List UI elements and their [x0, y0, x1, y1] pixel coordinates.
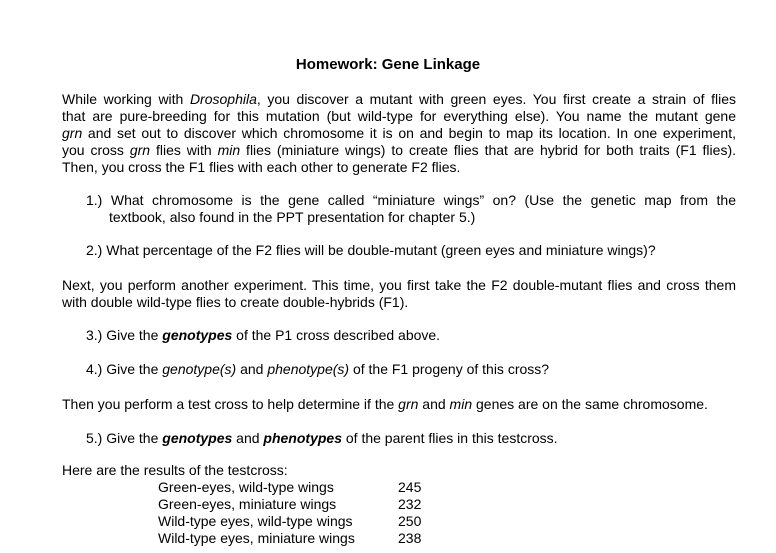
text-line: Next, you perform another experiment. This time, you first take the F2 double-mutant flies and cross them	[62, 277, 736, 293]
intro-line	[62, 91, 736, 108]
text: flies with	[150, 142, 218, 158]
gene-name: min	[449, 396, 473, 412]
count-value: 250	[398, 513, 422, 529]
phenotype-label: Wild-type eyes, wild-type wings	[158, 513, 353, 529]
emphasis: genotypes	[162, 327, 233, 343]
emphasis: phenotypes	[263, 430, 342, 446]
count-value: 232	[398, 496, 422, 512]
emphasis: genotype(s)	[162, 361, 237, 377]
next-paragraph	[62, 277, 736, 311]
question-text	[86, 430, 558, 447]
emphasis: genotypes	[162, 430, 233, 446]
gene-name: min	[217, 142, 241, 158]
text: you cross	[62, 142, 130, 158]
intro-paragraph	[62, 91, 736, 176]
text: and	[418, 396, 450, 412]
gene-name: grn	[398, 396, 419, 412]
text: While working with	[62, 91, 190, 107]
text: of the parent flies in this testcross.	[342, 430, 558, 446]
testcross-intro	[62, 396, 708, 413]
results-intro: Here are the results of the testcross:	[62, 462, 288, 478]
question-text	[86, 327, 440, 344]
text: and set out to discover which chromosome it is on and begin to map its location. In one experiment,	[82, 125, 736, 141]
phenotype-label: Green-eyes, wild-type wings	[158, 479, 334, 495]
intro-line	[62, 142, 736, 159]
text: of the F1 progeny of this cross?	[349, 361, 550, 377]
text: 5.) Give the	[86, 430, 163, 446]
intro-line: that are pure-breeding for this mutation (but wild-type for everything else). You name the mutant gene	[62, 108, 736, 124]
text: Then you perform a test cross to help determine if the	[62, 396, 399, 412]
emphasis: phenotype(s)	[267, 361, 350, 377]
text: and	[236, 361, 268, 377]
text: 3.) Give the	[86, 327, 163, 343]
question-5	[86, 430, 558, 447]
count-value: 238	[398, 530, 422, 546]
question-text: 2.) What percentage of the F2 flies will be double-mutant (green eyes and miniature wings)?	[86, 242, 656, 258]
text: genes are on the same chromosome.	[472, 396, 708, 412]
text-line: with double wild-type flies to create double-hybrids (F1).	[62, 294, 409, 310]
question-3	[86, 327, 440, 344]
question-2	[86, 242, 656, 259]
question-text: 1.) What chromosome is the gene called “miniature wings” on? (Use the genetic map from the	[86, 192, 736, 208]
intro-line: Then, you cross the F1 flies with each other to generate F2 flies.	[62, 159, 461, 175]
text-line	[62, 396, 708, 413]
text: , you discover a mutant with green eyes. You first create a strain of flies	[256, 91, 736, 107]
gene-name: grn	[129, 142, 151, 158]
text: and	[232, 430, 264, 446]
phenotype-label: Wild-type eyes, miniature wings	[158, 530, 355, 546]
intro-line	[62, 125, 736, 142]
question-4	[86, 361, 549, 378]
question-text: textbook, also found in the PPT presentation for chapter 5.)	[109, 209, 476, 225]
question-1	[86, 192, 736, 226]
count-value: 245	[398, 479, 422, 495]
text: 4.) Give the	[86, 361, 163, 377]
page-title: Homework: Gene Linkage	[295, 56, 481, 73]
species-name: Drosophila	[189, 91, 257, 107]
question-text	[86, 361, 549, 378]
text: of the P1 cross described above.	[232, 327, 441, 343]
phenotype-label: Green-eyes, miniature wings	[158, 496, 337, 512]
gene-name: grn	[62, 125, 83, 141]
text: flies (miniature wings) to create flies that are hybrid for both traits (F1 flies).	[240, 142, 736, 158]
